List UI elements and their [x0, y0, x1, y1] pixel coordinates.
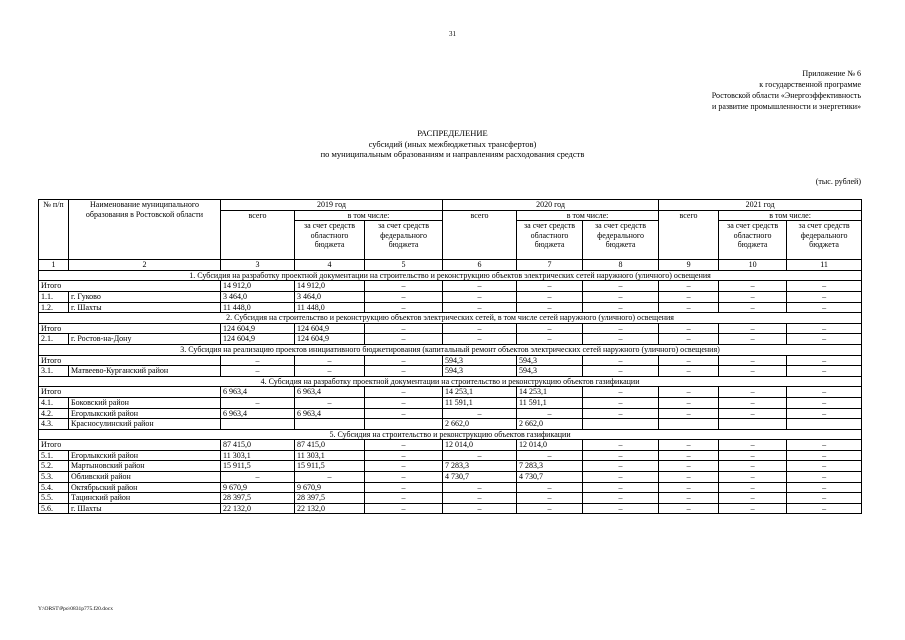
page-number: 31	[449, 30, 456, 38]
value-cell: –	[659, 440, 719, 451]
value-cell: –	[365, 323, 443, 334]
value-cell: 594,3	[443, 355, 517, 366]
appendix-line: и развитие промышленности и энергетики»	[712, 102, 861, 111]
row-number: 4.1.	[39, 397, 69, 408]
value-cell: –	[659, 461, 719, 472]
value-cell: 6 963,4	[295, 387, 365, 398]
municipality-name: Боковский район	[69, 397, 221, 408]
value-cell: –	[719, 408, 787, 419]
value-cell: –	[659, 334, 719, 345]
value-cell: 14 912,0	[221, 281, 295, 292]
value-cell: 28 397,5	[295, 493, 365, 504]
total-label: Итого	[39, 440, 221, 451]
column-number: 4	[295, 260, 365, 271]
value-cell: –	[787, 450, 862, 461]
value-cell: 594,3	[517, 355, 583, 366]
total-row	[39, 281, 862, 292]
units-label: (тыс. рублей)	[815, 177, 861, 186]
municipality-name: г. Шахты	[69, 503, 221, 514]
value-cell: –	[787, 482, 862, 493]
section-title: 4. Субсидия на разработку проектной документации на строительство и реконструкцию объектов газификации	[39, 376, 862, 387]
total-row	[39, 440, 862, 451]
value-cell: –	[659, 366, 719, 377]
value-cell: –	[659, 493, 719, 504]
appendix-line: к государственной программе	[759, 80, 861, 89]
distribution-table	[38, 199, 862, 514]
value-cell: –	[659, 302, 719, 313]
value-cell: 594,3	[443, 366, 517, 377]
value-cell: –	[295, 397, 365, 408]
appendix-line: Приложение № 6	[802, 69, 861, 78]
value-cell: –	[719, 291, 787, 302]
header-regional: за счет средств областного бюджета	[295, 221, 365, 260]
value-cell: 9 670,9	[221, 482, 295, 493]
value-cell: 6 963,4	[221, 387, 295, 398]
municipality-name: Октябрьский район	[69, 482, 221, 493]
section-title: 5. Субсидия на строительство и реконструкцию объектов газификации	[39, 429, 862, 440]
value-cell: –	[583, 408, 659, 419]
value-cell: –	[517, 450, 583, 461]
value-cell: –	[517, 408, 583, 419]
row-number: 4.3.	[39, 419, 69, 430]
value-cell: –	[295, 355, 365, 366]
title-line: субсидий (иных межбюджетных трансфертов)	[368, 138, 537, 149]
value-cell: –	[659, 482, 719, 493]
value-cell: 14 912,0	[295, 281, 365, 292]
value-cell: 4 730,7	[443, 472, 517, 483]
municipality-name: г. Ростов-на-Дону	[69, 334, 221, 345]
value-cell: –	[659, 450, 719, 461]
table-row	[39, 482, 862, 493]
value-cell: –	[787, 493, 862, 504]
table-row	[39, 397, 862, 408]
value-cell: –	[787, 355, 862, 366]
value-cell: –	[443, 323, 517, 334]
value-cell: –	[719, 472, 787, 483]
value-cell: 11 303,1	[295, 450, 365, 461]
value-cell: 6 963,4	[295, 408, 365, 419]
value-cell: 22 132,0	[221, 503, 295, 514]
value-cell: –	[443, 493, 517, 504]
value-cell: 11 448,0	[221, 302, 295, 313]
value-cell: –	[583, 302, 659, 313]
value-cell: –	[583, 461, 659, 472]
header-total: всего	[221, 210, 295, 260]
value-cell: –	[659, 281, 719, 292]
value-cell: 12 014,0	[517, 440, 583, 451]
value-cell: 3 464,0	[295, 291, 365, 302]
header-federal: за счет средств федерального бюджета	[583, 221, 659, 260]
table-row	[39, 461, 862, 472]
value-cell: 594,3	[517, 366, 583, 377]
value-cell: –	[659, 408, 719, 419]
municipality-name: Обливский район	[69, 472, 221, 483]
value-cell: –	[517, 281, 583, 292]
value-cell: 14 253,1	[517, 387, 583, 398]
value-cell: –	[583, 482, 659, 493]
value-cell: –	[719, 450, 787, 461]
column-number: 10	[719, 260, 787, 271]
value-cell: 124 604,9	[221, 323, 295, 334]
header-total: всего	[443, 210, 517, 260]
value-cell: –	[659, 387, 719, 398]
value-cell: –	[583, 291, 659, 302]
value-cell: 2 662,0	[517, 419, 583, 430]
value-cell: –	[365, 302, 443, 313]
value-cell: –	[787, 440, 862, 451]
column-number: 5	[365, 260, 443, 271]
value-cell: –	[787, 323, 862, 334]
header-incl: в том числе:	[295, 210, 443, 221]
section-row	[39, 376, 862, 387]
header-year-2021: 2021 год	[659, 200, 862, 211]
appendix-line: Ростовской области «Энергоэффективность	[711, 91, 861, 100]
column-number: 1	[39, 260, 69, 271]
value-cell: –	[443, 482, 517, 493]
value-cell: –	[365, 461, 443, 472]
value-cell: 6 963,4	[221, 408, 295, 419]
value-cell: –	[719, 397, 787, 408]
value-cell: –	[365, 355, 443, 366]
value-cell: –	[365, 334, 443, 345]
value-cell: –	[719, 355, 787, 366]
value-cell: 11 448,0	[295, 302, 365, 313]
value-cell: 7 283,3	[517, 461, 583, 472]
value-cell: –	[787, 408, 862, 419]
section-row	[39, 344, 862, 355]
header-year-2020: 2020 год	[443, 200, 659, 211]
value-cell: 124 604,9	[295, 334, 365, 345]
municipality-name: Егорлыкский район	[69, 408, 221, 419]
value-cell: –	[583, 366, 659, 377]
value-cell: –	[719, 461, 787, 472]
row-number: 1.2.	[39, 302, 69, 313]
section-row	[39, 270, 862, 281]
value-cell: –	[517, 302, 583, 313]
header-incl: в том числе:	[719, 210, 862, 221]
value-cell: –	[787, 281, 862, 292]
row-number: 5.6.	[39, 503, 69, 514]
value-cell: –	[517, 323, 583, 334]
row-number: 5.2.	[39, 461, 69, 472]
header-regional: за счет средств областного бюджета	[517, 221, 583, 260]
value-cell: 124 604,9	[221, 334, 295, 345]
row-number: 2.1.	[39, 334, 69, 345]
value-cell: –	[443, 503, 517, 514]
section-title: 1. Субсидия на разработку проектной документации на строительство и реконструкцию объектов электрических сетей наружного (уличного) освещения	[39, 270, 862, 281]
value-cell: –	[583, 503, 659, 514]
value-cell: –	[659, 323, 719, 334]
value-cell: 124 604,9	[295, 323, 365, 334]
value-cell: –	[365, 493, 443, 504]
value-cell: –	[517, 503, 583, 514]
value-cell	[659, 419, 719, 430]
value-cell: –	[365, 387, 443, 398]
value-cell	[221, 419, 295, 430]
table-row	[39, 366, 862, 377]
municipality-name: Тацинский район	[69, 493, 221, 504]
appendix-caption	[601, 68, 861, 112]
table-row	[39, 472, 862, 483]
municipality-name: Егорлыкский район	[69, 450, 221, 461]
section-row	[39, 313, 862, 324]
section-title: 3. Субсидия на реализацию проектов инициативного бюджетирования (капитальный ремонт объектов электрических сетей наружного (уличного) освещения)	[39, 344, 862, 355]
value-cell: –	[517, 334, 583, 345]
value-cell: –	[719, 503, 787, 514]
total-row	[39, 355, 862, 366]
value-cell: 12 014,0	[443, 440, 517, 451]
value-cell: –	[719, 366, 787, 377]
value-cell: –	[719, 323, 787, 334]
value-cell: 15 911,5	[295, 461, 365, 472]
file-path: Y:\ORST\Ppo\0831p775.f20.docx	[38, 606, 113, 612]
value-cell: –	[365, 291, 443, 302]
value-cell: –	[583, 397, 659, 408]
row-number: 5.3.	[39, 472, 69, 483]
table-row	[39, 291, 862, 302]
value-cell: –	[787, 291, 862, 302]
title-line: по муниципальным образованиям и направлениям расходования средств	[320, 149, 585, 159]
value-cell: –	[517, 291, 583, 302]
value-cell: –	[583, 323, 659, 334]
value-cell: –	[365, 450, 443, 461]
value-cell: –	[365, 397, 443, 408]
value-cell: –	[221, 355, 295, 366]
value-cell: –	[221, 366, 295, 377]
value-cell: –	[787, 366, 862, 377]
total-row	[39, 387, 862, 398]
row-number: 5.1.	[39, 450, 69, 461]
value-cell: –	[659, 291, 719, 302]
municipality-name: г. Шахты	[69, 302, 221, 313]
header-federal: за счет средств федерального бюджета	[787, 221, 862, 260]
value-cell: –	[583, 355, 659, 366]
section-row	[39, 429, 862, 440]
row-number: 5.5.	[39, 493, 69, 504]
row-number: 4.2.	[39, 408, 69, 419]
column-number: 11	[787, 260, 862, 271]
total-label: Итого	[39, 387, 221, 398]
value-cell: –	[583, 493, 659, 504]
table-row	[39, 419, 862, 430]
value-cell: –	[583, 440, 659, 451]
municipality-name: Мартыновский район	[69, 461, 221, 472]
value-cell: –	[719, 334, 787, 345]
value-cell: –	[787, 503, 862, 514]
value-cell: –	[365, 408, 443, 419]
document-title	[0, 128, 905, 160]
value-cell: –	[295, 472, 365, 483]
header-regional: за счет средств областного бюджета	[719, 221, 787, 260]
value-cell: –	[365, 503, 443, 514]
total-label: Итого	[39, 281, 221, 292]
value-cell	[787, 419, 862, 430]
value-cell: –	[719, 302, 787, 313]
value-cell: –	[443, 334, 517, 345]
header-incl: в том числе:	[517, 210, 659, 221]
value-cell: 15 911,5	[221, 461, 295, 472]
value-cell: –	[365, 482, 443, 493]
value-cell: –	[719, 387, 787, 398]
row-number: 1.1.	[39, 291, 69, 302]
value-cell: –	[787, 397, 862, 408]
value-cell: 28 397,5	[221, 493, 295, 504]
value-cell: –	[365, 281, 443, 292]
value-cell	[365, 419, 443, 430]
table-row	[39, 408, 862, 419]
total-row	[39, 323, 862, 334]
column-number: 6	[443, 260, 517, 271]
value-cell	[295, 419, 365, 430]
value-cell: –	[659, 397, 719, 408]
header-year-2019: 2019 год	[221, 200, 443, 211]
table-row	[39, 450, 862, 461]
value-cell: –	[365, 440, 443, 451]
column-number: 7	[517, 260, 583, 271]
title-line: РАСПРЕДЕЛЕНИЕ	[417, 128, 488, 138]
value-cell: –	[443, 281, 517, 292]
value-cell: –	[443, 291, 517, 302]
municipality-name: Красносулинский район	[69, 419, 221, 430]
value-cell: –	[221, 472, 295, 483]
value-cell: –	[583, 450, 659, 461]
value-cell: 7 283,3	[443, 461, 517, 472]
column-number: 9	[659, 260, 719, 271]
value-cell: –	[365, 472, 443, 483]
header-name: Наименование муниципального образования в Ростовской области	[69, 200, 221, 260]
row-number: 5.4.	[39, 482, 69, 493]
value-cell: –	[787, 334, 862, 345]
value-cell: –	[583, 387, 659, 398]
value-cell: 9 670,9	[295, 482, 365, 493]
value-cell: –	[517, 482, 583, 493]
total-label: Итого	[39, 323, 221, 334]
table-row	[39, 334, 862, 345]
value-cell: 11 591,1	[517, 397, 583, 408]
value-cell: –	[787, 302, 862, 313]
value-cell: 14 253,1	[443, 387, 517, 398]
value-cell: –	[659, 355, 719, 366]
value-cell: 87 415,0	[221, 440, 295, 451]
header-no: № п/п	[39, 200, 69, 260]
column-number: 2	[69, 260, 221, 271]
value-cell: –	[787, 461, 862, 472]
table-row	[39, 493, 862, 504]
value-cell: –	[443, 408, 517, 419]
value-cell: 11 303,1	[221, 450, 295, 461]
value-cell: 3 464,0	[221, 291, 295, 302]
value-cell: –	[443, 302, 517, 313]
value-cell: –	[365, 366, 443, 377]
value-cell: –	[443, 450, 517, 461]
value-cell: –	[659, 472, 719, 483]
value-cell: –	[295, 366, 365, 377]
value-cell: –	[719, 482, 787, 493]
row-number: 3.1.	[39, 366, 69, 377]
value-cell: –	[719, 440, 787, 451]
column-number: 8	[583, 260, 659, 271]
value-cell: –	[659, 503, 719, 514]
value-cell: –	[517, 493, 583, 504]
table-row	[39, 503, 862, 514]
value-cell: 87 415,0	[295, 440, 365, 451]
section-title: 2. Субсидия на строительство и реконструкцию объектов электрических сетей, в том числе сетей наружного (уличного) освещения	[39, 313, 862, 324]
value-cell: –	[583, 334, 659, 345]
value-cell: –	[583, 281, 659, 292]
municipality-name: Матвеево-Курганский район	[69, 366, 221, 377]
table-row	[39, 302, 862, 313]
value-cell: 22 132,0	[295, 503, 365, 514]
value-cell: –	[787, 472, 862, 483]
value-cell: 4 730,7	[517, 472, 583, 483]
value-cell: –	[719, 493, 787, 504]
municipality-name: г. Гуково	[69, 291, 221, 302]
header-total: всего	[659, 210, 719, 260]
value-cell: –	[787, 387, 862, 398]
value-cell: 11 591,1	[443, 397, 517, 408]
value-cell: –	[583, 472, 659, 483]
value-cell: –	[221, 397, 295, 408]
total-label: Итого	[39, 355, 221, 366]
value-cell: 2 662,0	[443, 419, 517, 430]
value-cell: –	[719, 281, 787, 292]
value-cell	[719, 419, 787, 430]
header-federal: за счет средств федерального бюджета	[365, 221, 443, 260]
value-cell	[583, 419, 659, 430]
column-number: 3	[221, 260, 295, 271]
